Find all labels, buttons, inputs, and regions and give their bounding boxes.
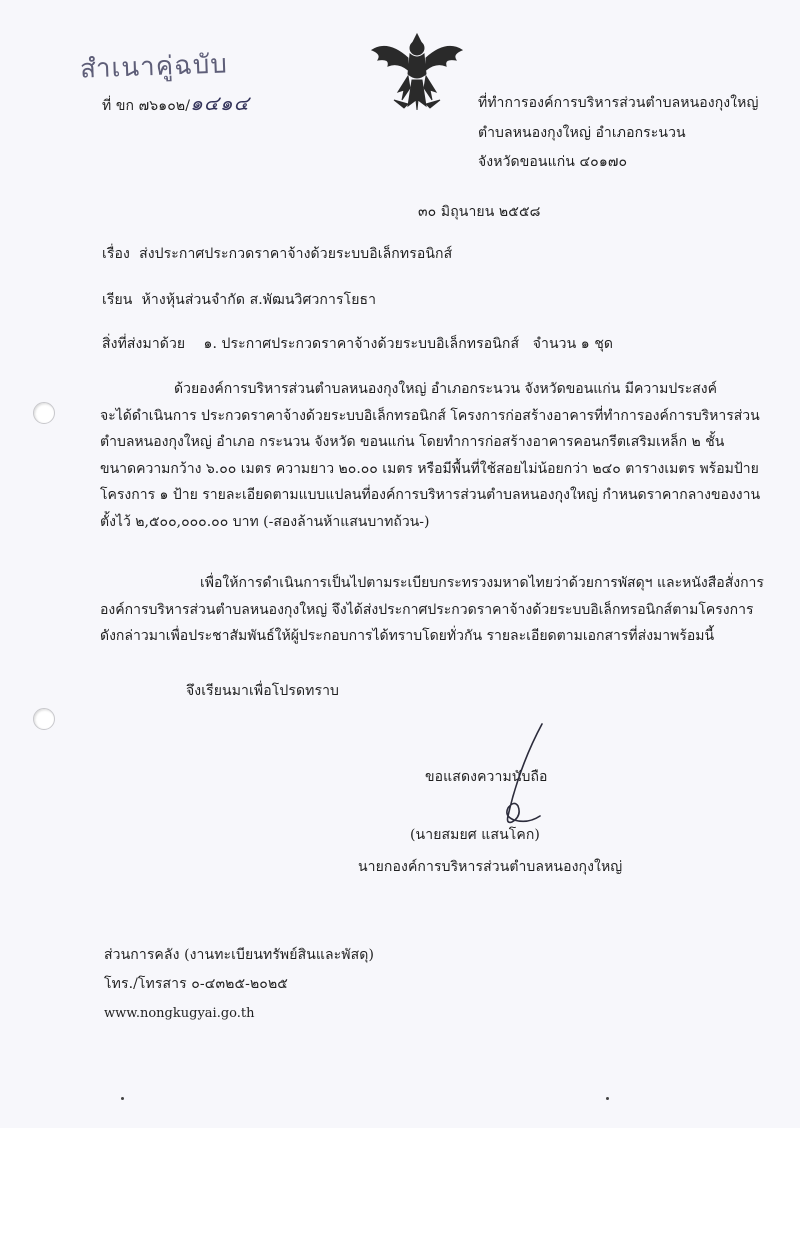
respect-line: ขอแสดงความนับถือ: [425, 769, 548, 785]
reference-prefix: ที่ ขก ๗๖๑๐๒/: [102, 98, 191, 114]
paragraph-line: เพื่อให้การดำเนินการเป็นไปตามระเบียบกระทรวงมหาดไทยว่าด้วยการพัสดุฯ และหนังสือสั่งการ: [200, 575, 764, 591]
closing-sentence: จึงเรียนมาเพื่อโปรดทราบ: [186, 683, 340, 699]
reference-handwritten-number: ๑๔๑๔: [190, 91, 250, 115]
footer-department: ส่วนการคลัง (งานทะเบียนทรัพย์สินและพัสดุ): [104, 947, 375, 963]
paragraph-line: ขนาดความกว้าง ๖.๐๐ เมตร ความยาว ๒๐.๐๐ เมตร หรือมีพื้นที่ใช้สอยไม่น้อยกว่า ๒๔๐ ตารางเมตร พร้อมป้าย: [100, 460, 759, 477]
signer-name: (นายสมยศ แสนโคก): [410, 827, 540, 843]
letter-date: ๓๐ มิถุนายน ๒๕๕๘: [418, 204, 541, 220]
signer-position: นายกองค์การบริหารส่วนตำบลหนองกุงใหญ่: [358, 859, 623, 875]
recipient-line: [102, 291, 376, 309]
sender-address-line1: ที่ทำการองค์การบริหารส่วนตำบลหนองกุงใหญ่: [478, 95, 759, 111]
enclosure-label: สิ่งที่ส่งมาด้วย: [102, 336, 186, 352]
punch-hole-bottom: [33, 708, 55, 730]
garuda-emblem-icon: [368, 30, 466, 112]
body-paragraph-2: [100, 570, 764, 650]
handwritten-signature: [488, 720, 558, 830]
enclosure-quantity: จำนวน ๑ ชุด: [532, 336, 614, 352]
paragraph-line: จะได้ดำเนินการ ประกวดราคาจ้างด้วยระบบอิเล็กทรอนิกส์ โครงการก่อสร้างอาคารที่ทำการองค์การบริหารส่วน: [100, 407, 760, 424]
punch-hole-top: [33, 402, 55, 424]
recipient-text: ห้างหุ้นส่วนจำกัด ส.พัฒนวิศวการโยธา: [141, 292, 377, 308]
paragraph-line: ตำบลหนองกุงใหญ่ อำเภอ กระนวน จังหวัด ขอนแก่น โดยทำการก่อสร้างอาคารคอนกรีตเสริมเหล็ก ๒ ชั้น: [100, 434, 725, 450]
website-link[interactable]: www.nongkugyai.go.th: [104, 1006, 255, 1021]
subject-line: [102, 245, 452, 263]
paragraph-line: ดังกล่าวมาเพื่อประชาสัมพันธ์ให้ผู้ประกอบการได้ทราบโดยทั่วกัน รายละเอียดตามเอกสารที่ส่งมาพร้อมนี้: [100, 628, 715, 644]
paragraph-line: องค์การบริหารส่วนตำบลหนองกุงใหญ่ จึงได้ส่งประกาศประกวดราคาจ้างด้วยระบบอิเล็กทรอนิกส์ตามโครงการ: [100, 601, 754, 618]
sender-address-line2: ตำบลหนองกุงใหญ่ อำเภอกระนวน: [478, 125, 686, 141]
sender-address-line3: จังหวัดขอนแก่น ๔๐๑๗๐: [478, 154, 628, 170]
subject-text: ส่งประกาศประกวดราคาจ้างด้วยระบบอิเล็กทรอนิกส์: [139, 246, 453, 262]
reference-number: [102, 91, 250, 115]
body-paragraph-1: [100, 376, 760, 535]
subject-label: เรื่อง: [102, 246, 130, 262]
enclosure-item: ๑. ประกาศประกวดราคาจ้างด้วยระบบอิเล็กทรอนิกส์: [203, 336, 520, 352]
footer-phone: โทร./โทรสาร ๐-๔๓๒๕-๒๐๒๕: [104, 976, 288, 992]
paragraph-line: ตั้งไว้ ๒,๕๐๐,๐๐๐.๐๐ บาท (-สองล้านห้าแสนบาทถ้วน-): [100, 513, 430, 530]
paragraph-line: โครงการ ๑ ป้าย รายละเอียดตามแบบแปลนที่องค์การบริหารส่วนตำบลหนองกุงใหญ่ กำหนดราคากลางของงาน: [100, 487, 761, 503]
scan-speck: [121, 1097, 124, 1100]
recipient-label: เรียน: [102, 292, 133, 308]
paragraph-line: ด้วยองค์การบริหารส่วนตำบลหนองกุงใหญ่ อำเภอกระนวน จังหวัดขอนแก่น มีความประสงค์: [174, 381, 717, 397]
copy-stamp: สำเนาคู่ฉบับ: [79, 49, 229, 85]
scan-speck: [606, 1097, 609, 1100]
enclosure-line: [102, 335, 613, 353]
